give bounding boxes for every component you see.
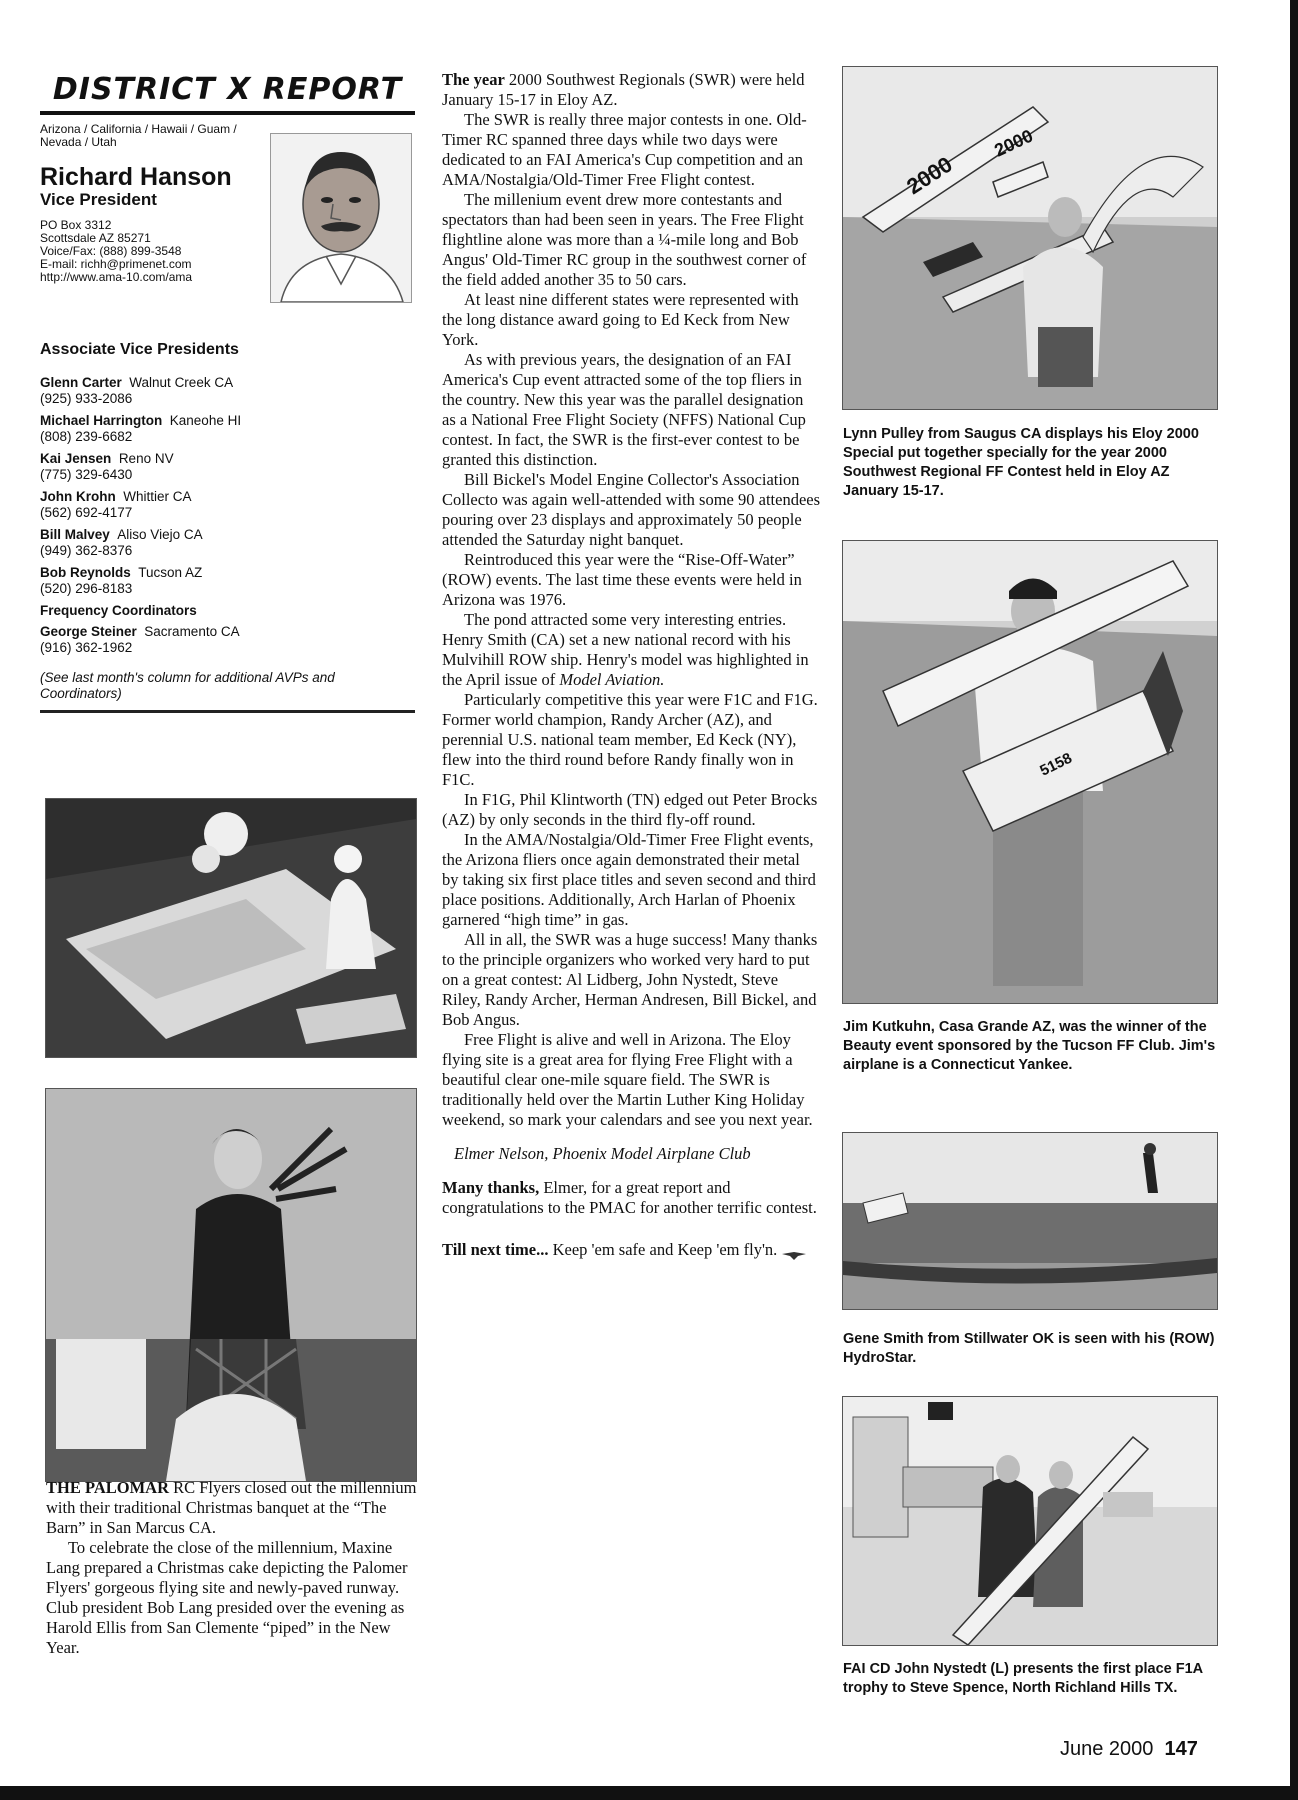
article-paragraph: In the AMA/Nostalgia/Old-Timer Free Flight events, the Arizona fliers once again demonstrated their metal by taking six first place titles and seven second and third place positions. Additionally, Arch Harlan of Phoenix garnered “high time” in gas. <box>442 830 816 929</box>
avp-item: Michael Harrington Kaneohe HI (808) 239-6682 <box>40 413 242 444</box>
left-column <box>40 62 415 731</box>
article-lead: The year <box>442 70 505 89</box>
page-edge-bottom <box>0 1786 1298 1800</box>
photo-caption: Jim Kutkuhn, Casa Grande AZ, was the winner of the Beauty event sponsored by the Tucson FF Club. Jim's airplane is a Connecticut Yankee. <box>843 1019 1216 1073</box>
article-paragraph: At least nine different states were represented with the long distance award going to Ed Keck from New York. <box>442 290 799 349</box>
ama-logo-icon <box>781 1246 807 1256</box>
vp-email: E-mail: richh@primenet.com <box>40 257 192 271</box>
page-number: 147 <box>1164 1738 1198 1760</box>
gene-smith-photo <box>842 1132 1218 1310</box>
wing-label-2: 2000 <box>991 125 1036 161</box>
article-paragraph: Bill Bickel's Model Engine Collector's Association Collecto was again well-attended with some 90 attendees pouring over 23 displays and approximately 50 people attended the Saturday night banquet. <box>442 470 821 549</box>
freq-coordinators-heading: Frequency Coordinators <box>40 603 197 618</box>
vp-phone: Voice/Fax: (888) 899-3548 <box>40 244 182 258</box>
article-paragraph: The SWR is really three major contests in one. Old-Timer RC spanned three days while two days were dedicated to an FAI America's Cup competition and an AMA/Nostalgia/Old-Timer Free Flight contest. <box>442 110 807 189</box>
palomar-paragraph-1: THE PALOMAR RC Flyers closed out the millennium with their traditional Christmas banquet at the “The Barn” in San Marcus CA. <box>46 1478 417 1537</box>
article-paragraph: Reintroduced this year were the “Rise-Off-Water” (ROW) events. The last time these events were held in Arizona was 1976. <box>442 550 802 609</box>
article-paragraph: The pond attracted some very interesting entries. Henry Smith (CA) set a new national record with his Mulvihill ROW ship. Henry's model was highlighted in the April issue of Model Aviation. <box>442 610 809 689</box>
vp-name: Richard Hanson <box>40 163 232 191</box>
article-signature: Elmer Nelson, Phoenix Model Airplane Club <box>454 1144 751 1163</box>
article-paragraph: The year 2000 Southwest Regionals (SWR) were held January 15-17 in Eloy AZ. <box>442 70 805 109</box>
vp-box <box>40 123 415 301</box>
article-paragraph: In F1G, Phil Klintworth (TN) edged out Peter Brocks (AZ) by only seconds in the third fly-off round. <box>442 790 818 829</box>
avp-item: Bill Malvey Aliso Viejo CA (949) 362-8376 <box>40 527 203 558</box>
section-rule <box>40 710 415 713</box>
title-rule <box>40 111 415 115</box>
freq-coordinator-item: George Steiner Sacramento CA (916) 362-1962 <box>40 624 240 655</box>
page-edge-right <box>1290 0 1298 1800</box>
vp-title: Vice President <box>40 190 157 209</box>
vp-address-1: PO Box 3312 <box>40 218 112 232</box>
article-paragraph: The millenium event drew more contestants and spectators than had been seen in years. The Free Flight flightline alone was more than a ¼-mile long and Bob Angus' Old-Timer RC group in the southwest corner of the field added another 35 to 50 cars. <box>442 190 807 289</box>
wing-label-1: 2000 <box>902 151 957 200</box>
article-paragraph: As with previous years, the designation of an FAI America's Cup event attracted some of the top fliers in the country. New this year was the parallel designation as a National Free Flight Society (NFFS) National Cup contest. In fact, the SWR is the first-ever contest to be granted this distinction. <box>442 350 806 469</box>
avp-list <box>40 375 415 656</box>
banquet-photo <box>45 798 417 1058</box>
issue-date: June 2000 <box>1060 1738 1154 1760</box>
vp-web: http://www.ama-10.com/ama <box>40 270 193 284</box>
report-title: DISTRICT X REPORT <box>52 72 403 107</box>
closing-paragraph: Till next time... Keep 'em safe and Keep 'em fly'n. <box>442 1240 820 1260</box>
avp-heading: Associate Vice Presidents <box>40 341 239 358</box>
article-paragraph: All in all, the SWR was a huge success! Many thanks to the principle organizers who worked very hard to put on a great contest: Al Lidberg, John Nystedt, Steve Riley, Randy Archer, Herman Andresen, Bill Bickel, and Bob Angus. <box>442 930 818 1029</box>
palomar-section <box>46 1478 418 1658</box>
bagpiper-photo <box>45 1088 417 1482</box>
article-paragraph: Free Flight is alive and well in Arizona. The Eloy flying site is a great area for flying Free Flight with a beautiful clear one-mile square field. The SWR is traditionally held over the Martin Luther King Holiday weekend, so mark your calendars and see you next year. <box>442 1030 813 1129</box>
photo-caption: FAI CD John Nystedt (L) presents the first place F1A trophy to Steve Spence, North Richland Hills TX. <box>843 1661 1203 1696</box>
vp-portrait-photo <box>270 133 412 303</box>
photo-caption: Lynn Pulley from Saugus CA displays his Eloy 2000 Special put together specially for the year 2000 Southwest Regional FF Contest held in Eloy AZ January 15-17. <box>843 426 1199 499</box>
district-states: Arizona / California / Hawaii / Guam / Nevada / Utah <box>40 122 237 149</box>
palomar-paragraph-2: To celebrate the close of the millennium, Maxine Lang prepared a Christmas cake depicting the Palomer Flyers' gorgeous flying site and newly-paved runway. Club president Bob Lang presided over the evening as Harold Ellis from San Clemente “piped” in the New Year. <box>46 1538 408 1657</box>
avp-item: John Krohn Whittier CA (562) 692-4177 <box>40 489 192 520</box>
jim-kutkuhn-photo <box>842 540 1218 1004</box>
avp-item: Glenn Carter Walnut Creek CA (925) 933-2086 <box>40 375 234 406</box>
article-column <box>442 70 820 1260</box>
page-footer <box>1060 1738 1198 1761</box>
avp-item: Kai Jensen Reno NV (775) 329-6430 <box>40 451 174 482</box>
avp-item: Bob Reynolds Tucson AZ (520) 296-8183 <box>40 565 203 596</box>
avp-note: (See last month's column for additional AVPs and Coordinators) <box>40 670 335 701</box>
palomar-lead: THE PALOMAR <box>46 1478 169 1497</box>
thanks-paragraph: Many thanks, Elmer, for a great report and congratulations to the PMAC for another terrific contest. <box>442 1178 817 1217</box>
article-paragraph: Particularly competitive this year were F1C and F1G. Former world champion, Randy Archer (AZ), and perennial U.S. national team member, Ed Keck (NY), flew into the third round before Randy finally won in F1C. <box>442 690 818 789</box>
photo-caption: Gene Smith from Stillwater OK is seen with his (ROW) HydroStar. <box>843 1331 1215 1366</box>
fuselage-label: 5158 <box>1037 749 1075 780</box>
john-nystedt-photo <box>842 1396 1218 1646</box>
lynn-pulley-photo <box>842 66 1218 410</box>
vp-address-2: Scottsdale AZ 85271 <box>40 231 151 245</box>
